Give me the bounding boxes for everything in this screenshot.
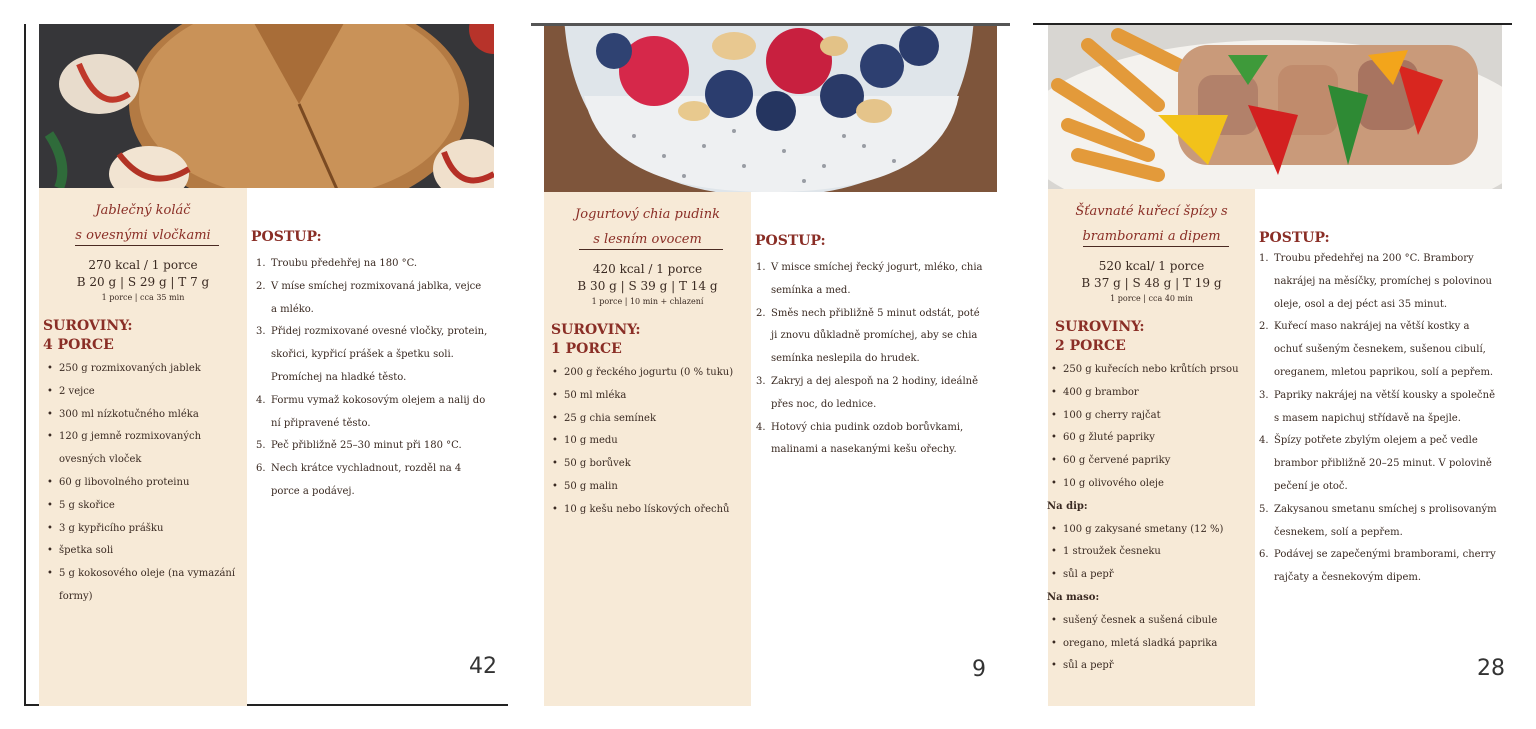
portion-time: 1 porce | cca 35 min xyxy=(101,293,185,302)
step-text: Hotový chia pudink ozdob borůvkami, malinami a nasekanými kešu ořechy. xyxy=(771,421,964,456)
procedure-steps xyxy=(756,257,986,462)
sidebar xyxy=(1048,189,1255,706)
page-number: 28 xyxy=(1477,656,1505,681)
portion-time: 1 porce | cca 40 min xyxy=(1110,294,1193,303)
suroviny-label: SUROVINY: xyxy=(43,318,133,334)
step-text: Podávej se zapečenými bramborami, cherry rajčaty a česnekovým dipem. xyxy=(1274,549,1496,584)
ingredient-item: • sušený česnek a sušená cibule xyxy=(1047,610,1253,633)
step-number: 6. xyxy=(256,463,266,475)
ingredients-heading xyxy=(551,321,641,359)
procedure-step xyxy=(756,417,986,463)
procedure-steps xyxy=(1259,248,1501,590)
title-divider xyxy=(1083,246,1229,247)
procedure-step xyxy=(256,253,490,276)
step-text: Špízy potřete zbylým olejem a peč vedle brambor přibližně 20–25 minut. V polovině pečení je otoč. xyxy=(1274,435,1492,492)
procedure-step xyxy=(756,257,986,303)
ingredient-item: • 120 g jemně rozmixovaných ovesných vloček xyxy=(43,426,241,472)
ingredient-item: • 250 g kuřecích nebo krůtích prsou xyxy=(1047,359,1253,382)
ingredients-list xyxy=(43,358,241,609)
ingredients-list xyxy=(548,362,748,522)
page-number: 42 xyxy=(469,654,497,679)
step-text: Přidej rozmixované ovesné vločky, protein, skořici, kypřicí prášek a špetku soli. Promíchej na hladké těsto. xyxy=(271,326,488,383)
portion-count: 1 PORCE xyxy=(551,341,622,357)
ingredient-item: • 1 stroužek česneku xyxy=(1047,541,1253,564)
ingredient-item: • 50 g borůvek xyxy=(548,453,748,476)
step-number: 2. xyxy=(1259,321,1269,333)
ingredient-item: • 5 g skořice xyxy=(43,495,241,518)
ingredient-item: • 10 g olivového oleje xyxy=(1047,473,1253,496)
title-divider xyxy=(579,249,723,250)
procedure-heading: POSTUP: xyxy=(251,229,322,245)
ingredient-subheading: Na dip: xyxy=(1047,500,1088,512)
step-text: Zakysanou smetanu smíchej s prolisovaným česnekem, solí a pepřem. xyxy=(1274,503,1497,538)
step-number: 5. xyxy=(1259,503,1269,515)
ingredient-item: • 50 g malin xyxy=(548,476,748,499)
sidebar xyxy=(544,192,751,706)
portion-time: 1 porce | 10 min + chlazení xyxy=(591,297,704,306)
procedure-steps xyxy=(256,253,490,504)
suroviny-label: SUROVINY: xyxy=(551,322,641,338)
ingredient-item: • 60 g červené papriky xyxy=(1047,450,1253,473)
procedure-step xyxy=(256,321,490,389)
procedure-step xyxy=(256,458,490,504)
page-number: 9 xyxy=(972,657,986,682)
step-number: 4. xyxy=(256,394,266,406)
procedure-step xyxy=(1259,430,1501,498)
suroviny-label: SUROVINY: xyxy=(1055,319,1145,335)
procedure-step xyxy=(256,390,490,436)
procedure-step xyxy=(1259,248,1501,316)
ingredient-item: • 250 g rozmixovaných jablek xyxy=(43,358,241,381)
step-text: Nech krátce vychladnout, rozděl na 4 porce a podávej. xyxy=(271,463,462,497)
ingredient-item: • oregano, mletá sladká paprika xyxy=(1047,633,1253,656)
ingredient-item: • 5 g kokosového oleje (na vymazání formy) xyxy=(43,563,241,609)
procedure-step xyxy=(1259,385,1501,431)
page-border-left xyxy=(24,24,26,706)
nutrition-info xyxy=(544,261,751,308)
step-number: 3. xyxy=(256,326,266,338)
ingredient-item: • 2 vejce xyxy=(43,381,241,404)
portion-count: 2 PORCE xyxy=(1055,338,1126,354)
macros: B 37 g | S 48 g | T 19 g xyxy=(1081,276,1222,290)
ingredient-item: • 10 g kešu nebo lískových ořechů xyxy=(548,499,748,522)
step-number: 1. xyxy=(256,258,266,269)
recipe-page-apple-cake xyxy=(0,0,520,729)
recipe-title-line2: s lesním ovocem xyxy=(593,232,702,247)
procedure-step xyxy=(1259,544,1501,590)
chia-pudding-photo xyxy=(544,26,997,192)
title-divider xyxy=(75,245,219,246)
ingredient-item: • 25 g chia semínek xyxy=(548,408,748,431)
chicken-skewers-photo xyxy=(1048,25,1502,189)
ingredient-item: • 300 ml nízkotučného mléka xyxy=(43,404,241,427)
step-text: Papriky nakrájej na větší kousky a společně s masem napichuj střídavě na špejle. xyxy=(1274,389,1495,424)
step-number: 4. xyxy=(756,421,766,433)
macros: B 30 g | S 39 g | T 14 g xyxy=(577,279,718,293)
ingredient-subheading: Na maso: xyxy=(1047,591,1100,603)
procedure-heading: POSTUP: xyxy=(755,233,826,249)
step-text: Směs nech přibližně 5 minut odstát, poté ji znovu důkladně promíchej, aby se chia semínka neslepila do hrudek. xyxy=(771,307,980,365)
ingredient-item: • 10 g medu xyxy=(548,430,748,453)
kcal-per-portion: 520 kcal/ 1 porce xyxy=(1098,259,1205,273)
kcal-per-portion: 270 kcal / 1 porce xyxy=(88,258,198,272)
recipe-title-line1: Jablečný koláč xyxy=(95,203,191,218)
recipe-title-line1: Jogurtový chia pudink xyxy=(575,207,720,222)
kcal-per-portion: 420 kcal / 1 porce xyxy=(592,262,703,276)
apple-cake-photo xyxy=(39,24,494,188)
ingredient-item: • 100 g zakysané smetany (12 %) xyxy=(1047,519,1253,542)
ingredient-item: • 100 g cherry rajčat xyxy=(1047,405,1253,428)
recipe-title-line2: bramborami a dipem xyxy=(1082,229,1221,244)
ingredient-item: • 3 g kypřicího prášku xyxy=(43,518,241,541)
recipe-title-line2: s ovesnými vločkami xyxy=(75,228,211,243)
ingredient-item: • 50 ml mléka xyxy=(548,385,748,408)
procedure-step xyxy=(756,303,986,371)
step-number: 3. xyxy=(756,375,766,387)
ingredient-item: • 60 g libovolného proteinu xyxy=(43,472,241,495)
procedure-step xyxy=(256,276,490,322)
ingredients-heading xyxy=(1055,318,1145,356)
step-text: Formu vymaž kokosovým olejem a nalij do ní připravené těsto. xyxy=(271,394,486,429)
step-text: Troubu předehřej na 180 °C. xyxy=(271,258,418,269)
ingredient-item: • 200 g řeckého jogurtu (0 % tuku) xyxy=(548,362,748,385)
procedure-step xyxy=(1259,316,1501,384)
recipe-page-chicken-skewers xyxy=(1020,0,1536,729)
step-number: 6. xyxy=(1259,549,1269,561)
procedure-step xyxy=(256,435,490,458)
ingredient-item: • sůl a pepř xyxy=(1047,655,1253,678)
step-number: 2. xyxy=(756,307,766,319)
nutrition-info xyxy=(1048,258,1255,305)
step-text: V míse smíchej rozmixovaná jablka, vejce a mléko. xyxy=(271,280,482,315)
step-text: V misce smíchej řecký jogurt, mléko, chia semínka a med. xyxy=(771,262,983,296)
step-number: 3. xyxy=(1259,389,1269,401)
step-text: Zakryj a dej alespoň na 2 hodiny, ideálně přes noc, do lednice. xyxy=(771,375,979,410)
macros: B 20 g | S 29 g | T 7 g xyxy=(76,275,210,289)
step-number: 1. xyxy=(756,262,766,273)
procedure-heading: POSTUP: xyxy=(1259,230,1330,246)
recipe-page-chia-pudding xyxy=(520,0,1020,729)
step-number: 5. xyxy=(256,440,266,452)
procedure-step xyxy=(756,371,986,417)
ingredients-list xyxy=(1047,359,1253,678)
step-text: Troubu předehřej na 200 °C. Brambory nakrájej na měsíčky, promíchej s polovinou oleje, osol a dej péct asi 35 minut. xyxy=(1274,253,1492,310)
nutrition-info xyxy=(39,257,247,304)
step-number: 2. xyxy=(256,280,266,292)
ingredient-item: • 60 g žluté papriky xyxy=(1047,427,1253,450)
procedure-step xyxy=(1259,499,1501,545)
recipe-title-line1: Šťavnaté kuřecí špízy s xyxy=(1075,204,1228,219)
portion-count: 4 PORCE xyxy=(43,337,114,353)
ingredient-item: • špetka soli xyxy=(43,540,241,563)
step-text: Peč přibližně 25–30 minut při 180 °C. xyxy=(271,440,462,452)
sidebar xyxy=(39,188,247,706)
step-text: Kuřecí maso nakrájej na větší kostky a ochuť sušeným česnekem, sušenou cibulí, oreganem, mletou paprikou, solí a pepřem. xyxy=(1274,321,1494,378)
step-number: 1. xyxy=(1259,253,1269,264)
ingredient-item: • sůl a pepř xyxy=(1047,564,1253,587)
ingredient-item: • 400 g brambor xyxy=(1047,382,1253,405)
step-number: 4. xyxy=(1259,435,1269,447)
ingredients-heading xyxy=(43,317,133,355)
